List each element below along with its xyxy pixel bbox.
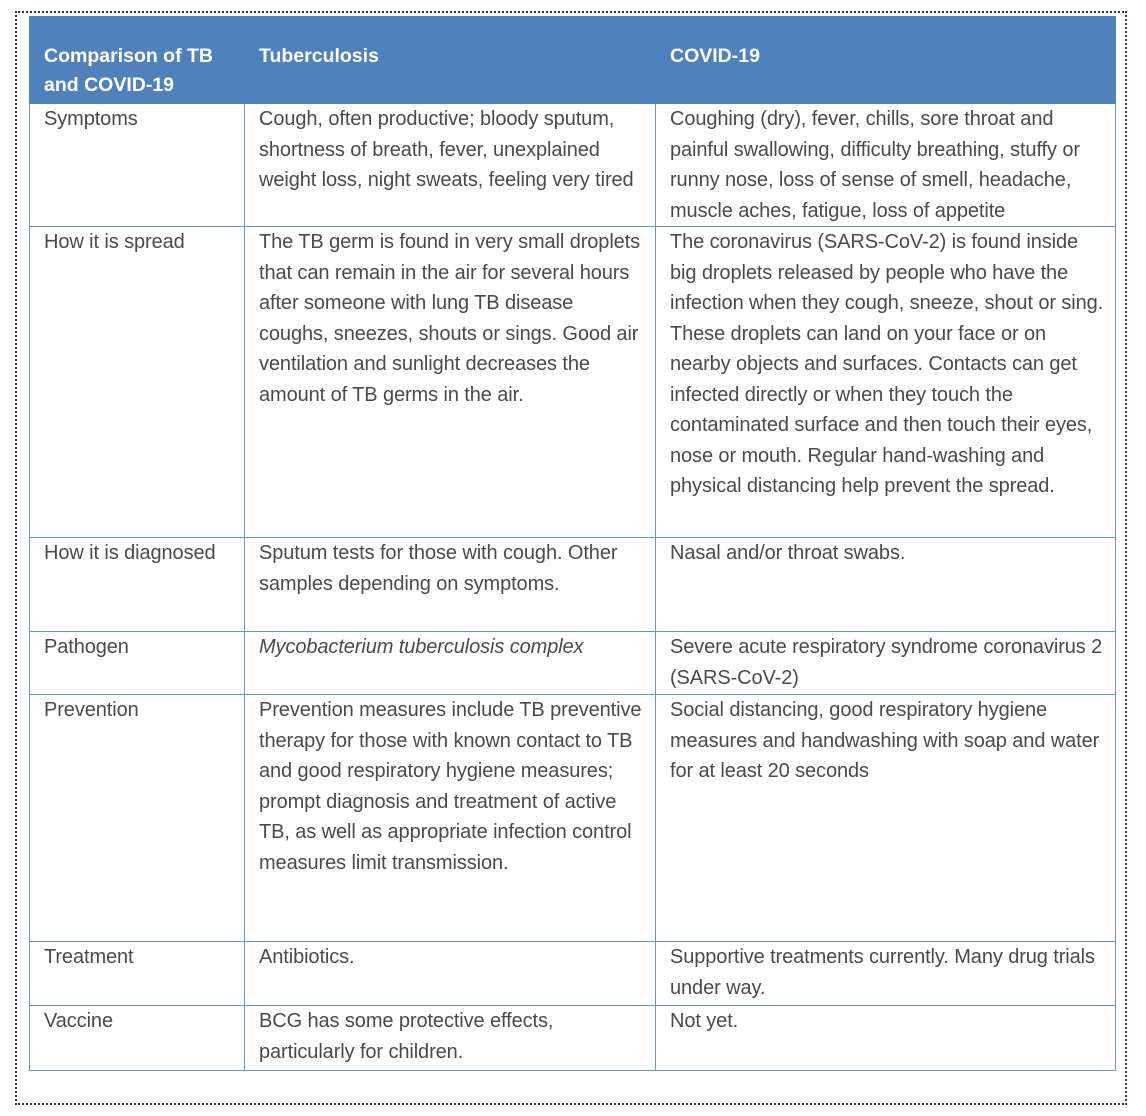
- table-row: [30, 695, 1116, 942]
- table-row: [30, 632, 1116, 695]
- covid-cell: Severe acute respiratory syndrome coronavirus 2 (SARS-CoV-2): [656, 632, 1116, 695]
- covid-cell: Coughing (dry), fever, chills, sore throat and painful swallowing, difficulty breathing, stuffy or runny nose, loss of sense of smell, headache, muscle aches, fatigue, loss of appetite: [656, 104, 1116, 227]
- row-label: Symptoms: [30, 104, 245, 227]
- covid-cell: The coronavirus (SARS-CoV-2) is found inside big droplets released by people who have the infection when they cough, sneeze, shout or sing. These droplets can land on your face or on nearby objects and surfaces. Contacts can get infected directly or when they touch the contaminated surface and then touch their eyes, nose or mouth. Regular hand-washing and physical distancing help prevent the spread.: [656, 227, 1116, 538]
- table-row: [30, 538, 1116, 632]
- tb-cell: Antibiotics.: [245, 942, 656, 1006]
- header-comparison: Comparison of TB and COVID-19: [30, 17, 245, 104]
- covid-cell: Supportive treatments currently. Many drug trials under way.: [656, 942, 1116, 1006]
- tb-cell: BCG has some protective effects, particularly for children.: [245, 1006, 656, 1071]
- table-row: [30, 104, 1116, 227]
- row-label: How it is diagnosed: [30, 538, 245, 632]
- covid-cell: Social distancing, good respiratory hygiene measures and handwashing with soap and water for at least 20 seconds: [656, 695, 1116, 942]
- comparison-table: [29, 16, 1116, 1071]
- row-label: Vaccine: [30, 1006, 245, 1071]
- tb-cell: Prevention measures include TB preventive therapy for those with known contact to TB and good respiratory hygiene measures; prompt diagnosis and treatment of active TB, as well as appropriate infection control measures limit transmission.: [245, 695, 656, 942]
- covid-cell: Nasal and/or throat swabs.: [656, 538, 1116, 632]
- tb-cell: The TB germ is found in very small droplets that can remain in the air for several hours after someone with lung TB disease coughs, sneezes, shouts or sings. Good air ventilation and sunlight decreases the amount of TB germs in the air.: [245, 227, 656, 538]
- row-label: Treatment: [30, 942, 245, 1006]
- tb-cell: Mycobacterium tuberculosis complex: [245, 632, 656, 695]
- header-covid19: COVID-19: [656, 17, 1116, 104]
- table-row: [30, 942, 1116, 1006]
- row-label: How it is spread: [30, 227, 245, 538]
- table-header-row: [30, 17, 1116, 104]
- row-label: Pathogen: [30, 632, 245, 695]
- table-row: [30, 1006, 1116, 1071]
- covid-cell: Not yet.: [656, 1006, 1116, 1071]
- tb-cell: Sputum tests for those with cough. Other samples depending on symptoms.: [245, 538, 656, 632]
- header-tuberculosis: Tuberculosis: [245, 17, 656, 104]
- row-label: Prevention: [30, 695, 245, 942]
- table-row: [30, 227, 1116, 538]
- tb-cell: Cough, often productive; bloody sputum, shortness of breath, fever, unexplained weight loss, night sweats, feeling very tired: [245, 104, 656, 227]
